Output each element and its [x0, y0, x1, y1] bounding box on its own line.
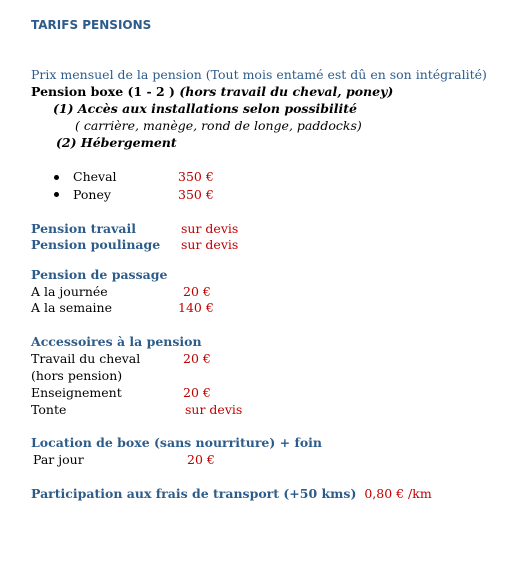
pension-travail-label: Pension travail — [31, 221, 136, 236]
lodging-item: (2) Hébergement — [56, 135, 177, 150]
accessoire-tonte-price: sur devis — [185, 402, 243, 417]
passage-price-day: 20 € — [183, 284, 211, 299]
passage-price-week: 140 € — [178, 300, 214, 315]
transport-label: Participation aux frais de transport (+50 kms) — [31, 486, 357, 501]
accessoire-enseignement-price: 20 € — [183, 385, 211, 400]
pension-poulinage-value: sur devis — [181, 237, 239, 252]
price-value-poney: 350 € — [178, 187, 214, 202]
accessoire-travail-note: (hors pension) — [31, 368, 123, 383]
accessoire-travail: Travail du cheval — [31, 351, 141, 366]
location-row-price: 20 € — [187, 452, 215, 467]
box-label: Pension boxe (1 - 2 ) — [31, 84, 180, 99]
box-line — [31, 84, 393, 100]
pension-poulinage-label: Pension poulinage — [31, 237, 161, 252]
accessoire-tonte: Tonte — [31, 402, 67, 417]
location-heading: Location de boxe (sans nourriture) + foin — [31, 435, 323, 450]
price-label-cheval: Cheval — [73, 169, 117, 184]
price-label-poney: Poney — [73, 187, 111, 202]
location-row-label: Par jour — [33, 452, 84, 467]
box-note: (hors travail du cheval, poney) — [179, 84, 394, 99]
monthly-heading: Prix mensuel de la pension (Tout mois entamé est dû en son intégralité) — [31, 67, 487, 82]
transport-price: 0,80 € /km — [364, 486, 432, 501]
price-value-cheval: 350 € — [178, 169, 214, 184]
access-detail: ( carrière, manège, rond de longe, paddocks) — [75, 118, 362, 133]
accessoires-heading: Accessoires à la pension — [31, 334, 202, 349]
transport-line — [31, 486, 432, 502]
access-item: (1) Accès aux installations selon possibilité — [53, 101, 357, 116]
passage-heading: Pension de passage — [31, 267, 168, 282]
passage-label-day: A la journée — [31, 284, 108, 299]
bullet-icon — [54, 192, 59, 197]
passage-label-week: A la semaine — [31, 300, 112, 315]
accessoire-travail-price: 20 € — [183, 351, 211, 366]
pension-travail-value: sur devis — [181, 221, 239, 236]
bullet-icon — [54, 175, 59, 180]
page-title: TARIFS PENSIONS — [31, 18, 152, 32]
accessoire-enseignement: Enseignement — [31, 385, 122, 400]
